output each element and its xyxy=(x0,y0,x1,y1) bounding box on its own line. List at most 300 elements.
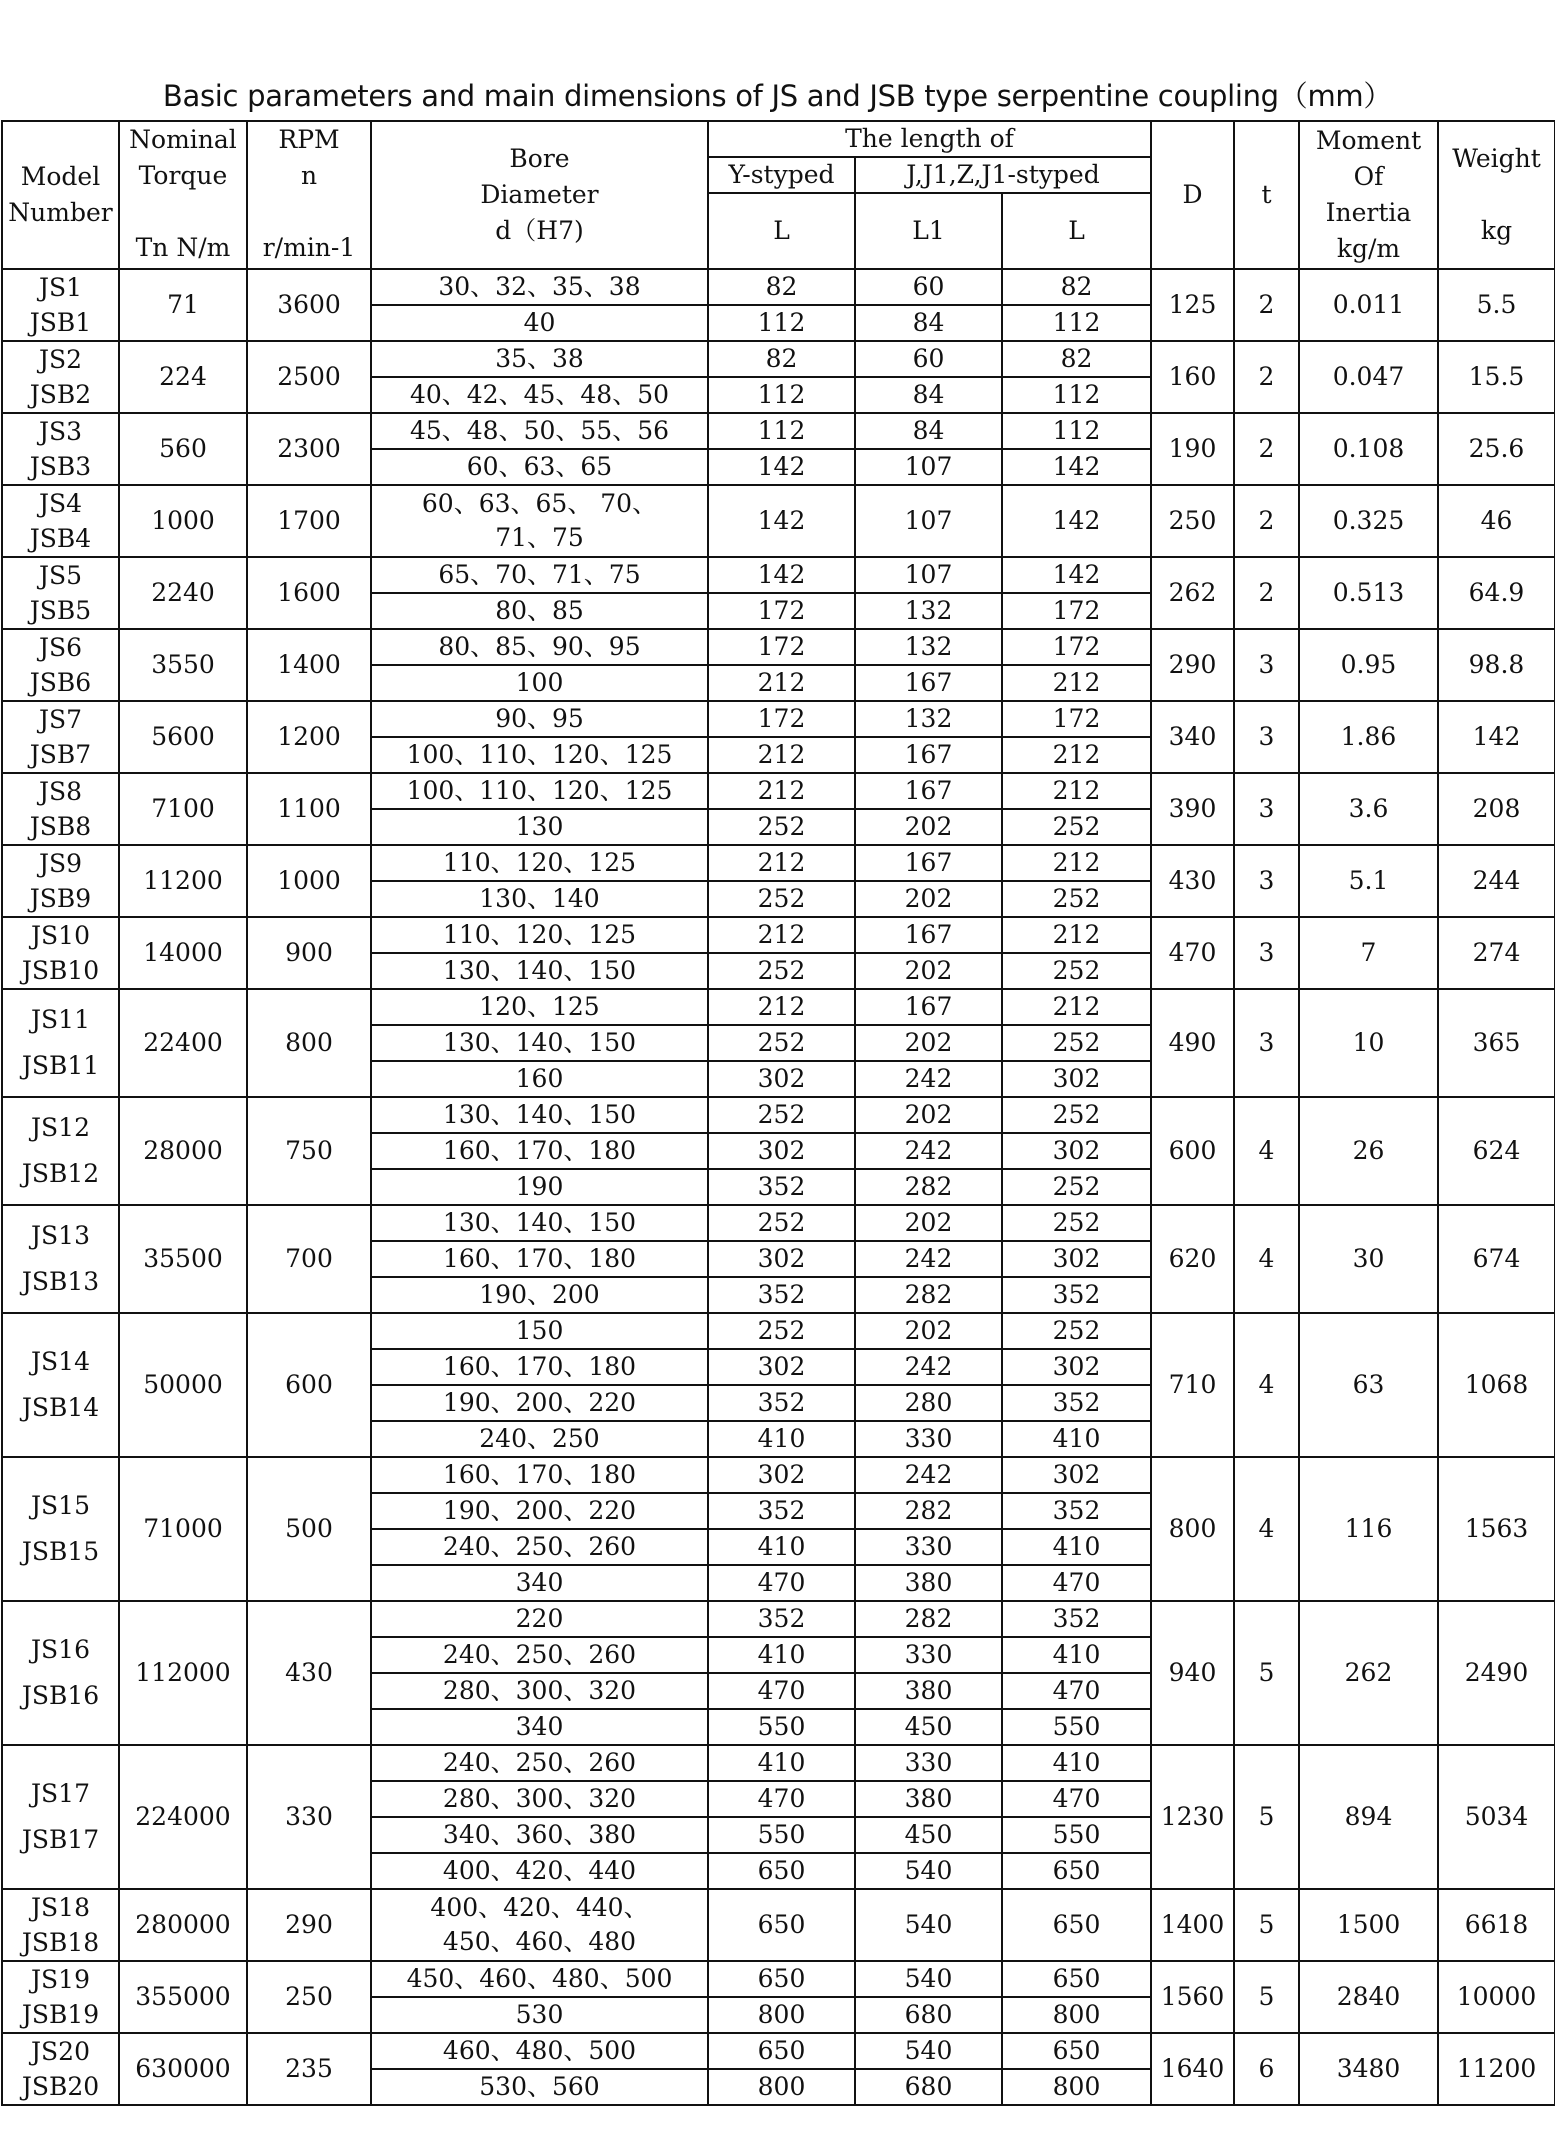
cell-length-L1: 680 xyxy=(855,2069,1002,2105)
cell-weight: 64.9 xyxy=(1438,557,1555,629)
model-js: JS20 xyxy=(31,2037,90,2066)
cell-weight: 98.8 xyxy=(1438,629,1555,701)
cell-length-L1: 282 xyxy=(855,1169,1002,1205)
cell-nominal-torque: 1000 xyxy=(119,485,247,557)
cell-length-L1: 60 xyxy=(855,269,1002,305)
cell-length-y-L: 212 xyxy=(708,989,855,1025)
cell-rpm: 750 xyxy=(247,1097,371,1205)
cell-bore-diameter: 130、140、150 xyxy=(371,1205,708,1241)
cell-bore-diameter: 60、63、65 xyxy=(371,449,708,485)
model-js: JS6 xyxy=(38,633,83,662)
cell-bore-diameter: 240、250 xyxy=(371,1421,708,1457)
cell-bore-diameter: 80、85 xyxy=(371,593,708,629)
cell-length-L1: 84 xyxy=(855,305,1002,341)
cell-bore-diameter: 280、300、320 xyxy=(371,1673,708,1709)
cell-model-number xyxy=(2,917,119,989)
model-js: JS9 xyxy=(38,849,83,878)
cell-length-j-L: 650 xyxy=(1002,1961,1151,1997)
cell-bore-diameter: 190 xyxy=(371,1169,708,1205)
cell-length-L1: 282 xyxy=(855,1493,1002,1529)
cell-D: 1230 xyxy=(1151,1745,1234,1889)
cell-length-L1: 167 xyxy=(855,737,1002,773)
header-l-j: L xyxy=(1002,193,1151,269)
cell-length-j-L: 410 xyxy=(1002,1745,1151,1781)
cell-D: 800 xyxy=(1151,1457,1234,1601)
cell-nominal-torque: 71000 xyxy=(119,1457,247,1601)
cell-t: 5 xyxy=(1234,1961,1299,2033)
cell-length-y-L: 470 xyxy=(708,1781,855,1817)
cell-t: 4 xyxy=(1234,1457,1299,1601)
cell-length-L1: 242 xyxy=(855,1457,1002,1493)
cell-rpm: 330 xyxy=(247,1745,371,1889)
model-js: JS19 xyxy=(31,1965,90,1994)
cell-bore-diameter: 450、460、480、500 xyxy=(371,1961,708,1997)
cell-nominal-torque: 112000 xyxy=(119,1601,247,1745)
cell-length-L1: 84 xyxy=(855,377,1002,413)
cell-length-y-L: 252 xyxy=(708,1313,855,1349)
cell-bore-diameter: 120、125 xyxy=(371,989,708,1025)
cell-D: 620 xyxy=(1151,1205,1234,1313)
page-title: Basic parameters and main dimensions of JS and JSB type serpentine coupling（mm） xyxy=(162,79,1393,113)
model-jsb: JSB10 xyxy=(21,956,100,985)
cell-length-y-L: 410 xyxy=(708,1529,855,1565)
table-row xyxy=(2,1457,1555,1493)
cell-nominal-torque: 35500 xyxy=(119,1205,247,1313)
cell-length-j-L: 650 xyxy=(1002,1853,1151,1889)
header-rpm: RPM n r/min-1 xyxy=(247,121,371,269)
cell-bore-diameter: 40 xyxy=(371,305,708,341)
cell-nominal-torque: 630000 xyxy=(119,2033,247,2105)
cell-length-L1: 680 xyxy=(855,1997,1002,2033)
cell-weight: 5034 xyxy=(1438,1745,1555,1889)
cell-length-j-L: 470 xyxy=(1002,1565,1151,1601)
cell-nominal-torque: 224 xyxy=(119,341,247,413)
cell-length-y-L: 550 xyxy=(708,1817,855,1853)
header-t: t xyxy=(1234,121,1299,269)
cell-length-j-L: 550 xyxy=(1002,1709,1151,1745)
cell-weight: 25.6 xyxy=(1438,413,1555,485)
table-row xyxy=(2,1601,1555,1637)
cell-model-number xyxy=(2,1601,119,1745)
cell-weight: 46 xyxy=(1438,485,1555,557)
cell-D: 250 xyxy=(1151,485,1234,557)
cell-rpm: 1000 xyxy=(247,845,371,917)
cell-t: 4 xyxy=(1234,1313,1299,1457)
cell-length-j-L: 352 xyxy=(1002,1385,1151,1421)
cell-length-L1: 380 xyxy=(855,1673,1002,1709)
cell-length-j-L: 112 xyxy=(1002,377,1151,413)
model-js: JS12 xyxy=(31,1113,90,1142)
cell-length-L1: 107 xyxy=(855,449,1002,485)
cell-length-L1: 132 xyxy=(855,593,1002,629)
cell-length-j-L: 252 xyxy=(1002,1097,1151,1133)
cell-moment-of-inertia: 30 xyxy=(1299,1205,1438,1313)
model-js: JS4 xyxy=(38,489,83,518)
cell-bore-diameter: 340、360、380 xyxy=(371,1817,708,1853)
cell-length-j-L: 212 xyxy=(1002,737,1151,773)
cell-bore-diameter: 90、95 xyxy=(371,701,708,737)
cell-length-L1: 167 xyxy=(855,665,1002,701)
cell-length-j-L: 410 xyxy=(1002,1421,1151,1457)
cell-weight: 244 xyxy=(1438,845,1555,917)
model-js: JS18 xyxy=(31,1893,90,1922)
header-D: D xyxy=(1151,121,1234,269)
cell-bore-diameter: 80、85、90、95 xyxy=(371,629,708,665)
cell-length-L1: 280 xyxy=(855,1385,1002,1421)
model-jsb: JSB18 xyxy=(21,1928,100,1957)
cell-weight: 1068 xyxy=(1438,1313,1555,1457)
cell-weight: 142 xyxy=(1438,701,1555,773)
cell-moment-of-inertia: 5.1 xyxy=(1299,845,1438,917)
cell-length-y-L: 212 xyxy=(708,737,855,773)
cell-moment-of-inertia: 26 xyxy=(1299,1097,1438,1205)
cell-length-j-L: 410 xyxy=(1002,1637,1151,1673)
model-jsb: JSB6 xyxy=(29,668,92,697)
table-row xyxy=(2,413,1555,449)
cell-length-j-L: 142 xyxy=(1002,557,1151,593)
cell-length-y-L: 172 xyxy=(708,701,855,737)
cell-nominal-torque: 2240 xyxy=(119,557,247,629)
table-row xyxy=(2,773,1555,809)
cell-model-number xyxy=(2,485,119,557)
cell-length-j-L: 252 xyxy=(1002,881,1151,917)
table-row xyxy=(2,1097,1555,1133)
cell-length-y-L: 352 xyxy=(708,1169,855,1205)
cell-nominal-torque: 28000 xyxy=(119,1097,247,1205)
cell-length-L1: 167 xyxy=(855,917,1002,953)
cell-weight: 15.5 xyxy=(1438,341,1555,413)
cell-D: 470 xyxy=(1151,917,1234,989)
cell-model-number xyxy=(2,1457,119,1601)
table-row xyxy=(2,701,1555,737)
cell-moment-of-inertia: 0.047 xyxy=(1299,341,1438,413)
cell-model-number xyxy=(2,2033,119,2105)
cell-bore-diameter: 110、120、125 xyxy=(371,845,708,881)
cell-rpm: 800 xyxy=(247,989,371,1097)
cell-length-j-L: 352 xyxy=(1002,1601,1151,1637)
cell-length-j-L: 800 xyxy=(1002,1997,1151,2033)
cell-length-j-L: 352 xyxy=(1002,1277,1151,1313)
cell-bore-diameter: 340 xyxy=(371,1565,708,1601)
cell-length-L1: 540 xyxy=(855,1889,1002,1961)
model-js: JS14 xyxy=(31,1347,90,1376)
cell-D: 1400 xyxy=(1151,1889,1234,1961)
cell-length-j-L: 142 xyxy=(1002,449,1151,485)
cell-length-L1: 540 xyxy=(855,2033,1002,2069)
cell-length-j-L: 302 xyxy=(1002,1061,1151,1097)
cell-model-number xyxy=(2,1961,119,2033)
cell-bore-diameter: 130、140 xyxy=(371,881,708,917)
cell-rpm: 1200 xyxy=(247,701,371,773)
cell-t: 4 xyxy=(1234,1205,1299,1313)
cell-rpm: 3600 xyxy=(247,269,371,341)
model-jsb: JSB20 xyxy=(21,2072,100,2101)
cell-length-L1: 202 xyxy=(855,881,1002,917)
cell-length-L1: 84 xyxy=(855,413,1002,449)
cell-length-y-L: 172 xyxy=(708,629,855,665)
cell-rpm: 290 xyxy=(247,1889,371,1961)
cell-moment-of-inertia: 0.325 xyxy=(1299,485,1438,557)
cell-length-L1: 202 xyxy=(855,1313,1002,1349)
cell-moment-of-inertia: 894 xyxy=(1299,1745,1438,1889)
cell-t: 5 xyxy=(1234,1889,1299,1961)
cell-D: 340 xyxy=(1151,701,1234,773)
cell-bore-diameter: 160、170、180 xyxy=(371,1241,708,1277)
cell-nominal-torque: 280000 xyxy=(119,1889,247,1961)
cell-length-j-L: 470 xyxy=(1002,1673,1151,1709)
cell-length-L1: 380 xyxy=(855,1781,1002,1817)
cell-length-j-L: 470 xyxy=(1002,1781,1151,1817)
cell-length-y-L: 112 xyxy=(708,413,855,449)
cell-length-L1: 540 xyxy=(855,1853,1002,1889)
cell-length-j-L: 800 xyxy=(1002,2069,1151,2105)
cell-length-j-L: 172 xyxy=(1002,593,1151,629)
cell-nominal-torque: 3550 xyxy=(119,629,247,701)
header-j-styped: J,J1,Z,J1-styped xyxy=(855,157,1151,193)
model-js: JS2 xyxy=(38,345,83,374)
cell-moment-of-inertia: 0.95 xyxy=(1299,629,1438,701)
cell-length-y-L: 410 xyxy=(708,1745,855,1781)
cell-length-y-L: 352 xyxy=(708,1385,855,1421)
cell-D: 1560 xyxy=(1151,1961,1234,2033)
table-row xyxy=(2,1313,1555,1349)
cell-length-L1: 167 xyxy=(855,845,1002,881)
table-row xyxy=(2,629,1555,665)
table-row xyxy=(2,1889,1555,1961)
cell-length-y-L: 252 xyxy=(708,1205,855,1241)
cell-D: 600 xyxy=(1151,1097,1234,1205)
cell-bore-diameter: 460、480、500 xyxy=(371,2033,708,2069)
cell-length-j-L: 112 xyxy=(1002,305,1151,341)
cell-t: 3 xyxy=(1234,845,1299,917)
cell-D: 940 xyxy=(1151,1601,1234,1745)
model-js: JS13 xyxy=(31,1221,90,1250)
cell-nominal-torque: 11200 xyxy=(119,845,247,917)
cell-length-j-L: 302 xyxy=(1002,1457,1151,1493)
cell-length-y-L: 142 xyxy=(708,449,855,485)
cell-length-y-L: 82 xyxy=(708,341,855,377)
cell-length-j-L: 82 xyxy=(1002,269,1151,305)
cell-length-L1: 202 xyxy=(855,1025,1002,1061)
header-l-y: L xyxy=(708,193,855,269)
cell-bore-diameter: 110、120、125 xyxy=(371,917,708,953)
cell-moment-of-inertia: 0.108 xyxy=(1299,413,1438,485)
cell-t: 2 xyxy=(1234,485,1299,557)
cell-model-number xyxy=(2,1205,119,1313)
cell-length-j-L: 410 xyxy=(1002,1529,1151,1565)
model-js: JS17 xyxy=(31,1779,90,1808)
cell-D: 290 xyxy=(1151,629,1234,701)
model-js: JS7 xyxy=(38,705,83,734)
header-weight: Weight kg xyxy=(1438,121,1555,269)
cell-length-L1: 167 xyxy=(855,989,1002,1025)
model-js: JS5 xyxy=(38,561,83,590)
cell-bore-diameter: 340 xyxy=(371,1709,708,1745)
cell-length-y-L: 800 xyxy=(708,2069,855,2105)
table-row xyxy=(2,845,1555,881)
cell-bore-diameter: 130、140、150 xyxy=(371,1025,708,1061)
model-jsb: JSB11 xyxy=(21,1051,100,1080)
header-bore-diameter: Bore Diameter d（H7) xyxy=(371,121,708,269)
model-jsb: JSB14 xyxy=(21,1393,100,1422)
cell-model-number xyxy=(2,629,119,701)
cell-t: 3 xyxy=(1234,917,1299,989)
table-row xyxy=(2,1961,1555,1997)
table-row xyxy=(2,1745,1555,1781)
cell-moment-of-inertia: 0.513 xyxy=(1299,557,1438,629)
cell-moment-of-inertia: 1.86 xyxy=(1299,701,1438,773)
cell-length-j-L: 212 xyxy=(1002,773,1151,809)
cell-t: 2 xyxy=(1234,557,1299,629)
cell-bore-diameter: 130、140、150 xyxy=(371,953,708,989)
cell-length-L1: 282 xyxy=(855,1601,1002,1637)
cell-length-L1: 380 xyxy=(855,1565,1002,1601)
model-jsb: JSB1 xyxy=(29,308,92,337)
model-js: JS8 xyxy=(38,777,83,806)
cell-rpm: 430 xyxy=(247,1601,371,1745)
cell-length-L1: 202 xyxy=(855,1097,1002,1133)
cell-bore-diameter: 190、200、220 xyxy=(371,1385,708,1421)
cell-bore-diameter: 400、420、440 xyxy=(371,1853,708,1889)
cell-D: 160 xyxy=(1151,341,1234,413)
model-jsb: JSB9 xyxy=(29,884,92,913)
cell-t: 3 xyxy=(1234,701,1299,773)
cell-length-y-L: 252 xyxy=(708,881,855,917)
cell-moment-of-inertia: 7 xyxy=(1299,917,1438,989)
cell-length-y-L: 252 xyxy=(708,809,855,845)
cell-length-j-L: 172 xyxy=(1002,629,1151,665)
cell-rpm: 1400 xyxy=(247,629,371,701)
cell-D: 1640 xyxy=(1151,2033,1234,2105)
model-js: JS15 xyxy=(31,1491,90,1520)
cell-length-y-L: 252 xyxy=(708,1025,855,1061)
cell-length-y-L: 302 xyxy=(708,1061,855,1097)
cell-bore-diameter: 35、38 xyxy=(371,341,708,377)
cell-bore-diameter: 190、200 xyxy=(371,1277,708,1313)
cell-length-j-L: 252 xyxy=(1002,953,1151,989)
cell-length-L1: 107 xyxy=(855,485,1002,557)
cell-rpm: 250 xyxy=(247,1961,371,2033)
model-jsb: JSB4 xyxy=(29,524,92,553)
cell-weight: 6618 xyxy=(1438,1889,1555,1961)
table-row xyxy=(2,341,1555,377)
cell-length-L1: 450 xyxy=(855,1709,1002,1745)
cell-bore-diameter: 30、32、35、38 xyxy=(371,269,708,305)
cell-length-L1: 540 xyxy=(855,1961,1002,1997)
cell-model-number xyxy=(2,557,119,629)
cell-length-j-L: 302 xyxy=(1002,1349,1151,1385)
header-nominal-torque: Nominal Torque Tn N/m xyxy=(119,121,247,269)
cell-bore-diameter: 160、170、180 xyxy=(371,1457,708,1493)
model-jsb: JSB3 xyxy=(29,452,92,481)
cell-t: 2 xyxy=(1234,341,1299,413)
cell-length-j-L: 650 xyxy=(1002,1889,1151,1961)
cell-weight: 2490 xyxy=(1438,1601,1555,1745)
cell-length-j-L: 302 xyxy=(1002,1241,1151,1277)
cell-weight: 208 xyxy=(1438,773,1555,845)
cell-nominal-torque: 71 xyxy=(119,269,247,341)
model-jsb: JSB5 xyxy=(29,596,92,625)
cell-bore-diameter: 530、560 xyxy=(371,2069,708,2105)
cell-moment-of-inertia: 1500 xyxy=(1299,1889,1438,1961)
model-jsb: JSB12 xyxy=(21,1159,100,1188)
cell-D: 125 xyxy=(1151,269,1234,341)
cell-moment-of-inertia: 63 xyxy=(1299,1313,1438,1457)
cell-t: 5 xyxy=(1234,1745,1299,1889)
cell-model-number xyxy=(2,1313,119,1457)
model-jsb: JSB8 xyxy=(29,812,92,841)
cell-length-L1: 202 xyxy=(855,953,1002,989)
cell-length-y-L: 212 xyxy=(708,665,855,701)
cell-length-y-L: 302 xyxy=(708,1349,855,1385)
cell-length-j-L: 252 xyxy=(1002,1169,1151,1205)
cell-bore-diameter: 100、110、120、125 xyxy=(371,737,708,773)
cell-rpm: 235 xyxy=(247,2033,371,2105)
model-js: JS3 xyxy=(38,417,83,446)
cell-weight: 5.5 xyxy=(1438,269,1555,341)
cell-length-y-L: 650 xyxy=(708,1889,855,1961)
cell-nominal-torque: 22400 xyxy=(119,989,247,1097)
cell-length-j-L: 550 xyxy=(1002,1817,1151,1853)
cell-bore-diameter: 220 xyxy=(371,1601,708,1637)
model-jsb: JSB7 xyxy=(29,740,92,769)
cell-bore-diameter: 400、420、440、 450、460、480 xyxy=(371,1889,708,1961)
cell-D: 390 xyxy=(1151,773,1234,845)
cell-t: 2 xyxy=(1234,413,1299,485)
cell-length-j-L: 212 xyxy=(1002,845,1151,881)
cell-length-L1: 330 xyxy=(855,1421,1002,1457)
cell-length-L1: 242 xyxy=(855,1241,1002,1277)
cell-nominal-torque: 7100 xyxy=(119,773,247,845)
cell-bore-diameter: 130、140、150 xyxy=(371,1097,708,1133)
cell-length-y-L: 302 xyxy=(708,1457,855,1493)
cell-length-L1: 242 xyxy=(855,1349,1002,1385)
cell-weight: 624 xyxy=(1438,1097,1555,1205)
header-l1: L1 xyxy=(855,193,1002,269)
cell-weight: 11200 xyxy=(1438,2033,1555,2105)
cell-t: 5 xyxy=(1234,1601,1299,1745)
cell-D: 710 xyxy=(1151,1313,1234,1457)
cell-bore-diameter: 280、300、320 xyxy=(371,1781,708,1817)
cell-bore-diameter: 160、170、180 xyxy=(371,1133,708,1169)
cell-nominal-torque: 50000 xyxy=(119,1313,247,1457)
cell-weight: 365 xyxy=(1438,989,1555,1097)
cell-length-L1: 132 xyxy=(855,629,1002,665)
cell-length-y-L: 470 xyxy=(708,1565,855,1601)
cell-model-number xyxy=(2,413,119,485)
cell-weight: 274 xyxy=(1438,917,1555,989)
cell-weight: 1563 xyxy=(1438,1457,1555,1601)
table-row xyxy=(2,989,1555,1025)
cell-length-j-L: 352 xyxy=(1002,1493,1151,1529)
header-moment-of-inertia: Moment Of Inertia kg/m xyxy=(1299,121,1438,269)
cell-D: 430 xyxy=(1151,845,1234,917)
cell-bore-diameter: 60、63、65、 70、71、75 xyxy=(371,485,708,557)
table-row xyxy=(2,269,1555,305)
header-length-group: The length of xyxy=(708,121,1151,157)
model-js: JS1 xyxy=(38,273,83,302)
cell-length-L1: 132 xyxy=(855,701,1002,737)
cell-length-L1: 202 xyxy=(855,809,1002,845)
cell-length-j-L: 302 xyxy=(1002,1133,1151,1169)
cell-nominal-torque: 224000 xyxy=(119,1745,247,1889)
cell-length-y-L: 142 xyxy=(708,485,855,557)
cell-model-number xyxy=(2,1889,119,1961)
cell-nominal-torque: 560 xyxy=(119,413,247,485)
cell-length-y-L: 470 xyxy=(708,1673,855,1709)
model-js: JS11 xyxy=(31,1005,90,1034)
cell-length-y-L: 212 xyxy=(708,773,855,809)
